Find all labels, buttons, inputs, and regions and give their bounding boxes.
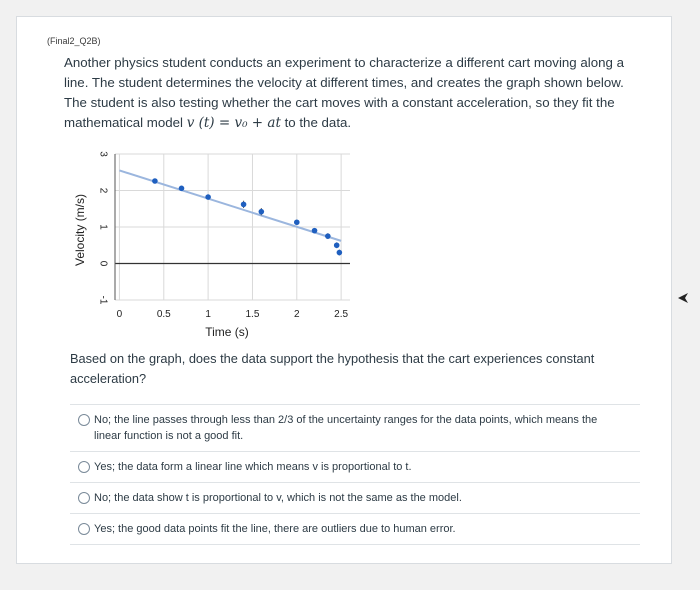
data-point [179,186,185,192]
answer-label: No; the data show t is proportional to v, which is not the same as the model. [94,492,462,504]
y-tick-label: 1 [97,224,109,230]
x-tick-label: 0 [116,309,123,320]
x-tick-label: 1 [205,309,211,320]
answer-label: Yes; the good data points fit the line, there are outliers due to human error. [94,523,456,535]
stem-text: Another physics student conducts an experiment to characterize a different cart moving along a line. The student determines the velocity at different times, and creates the graph shown below. The student is also testing whether the cart moves with a constant acceleration, so they fit the mathematical model [64,55,625,130]
radio-button[interactable] [78,414,90,426]
y-tick-label: 2 [97,187,109,194]
velocity-time-chart [60,140,360,350]
data-point [325,233,331,239]
y-axis-label: Velocity (m/s) [73,193,87,267]
answer-label: Yes; the data form a linear line which means v is proportional to t. [94,461,412,473]
x-tick-label: 0.5 [156,309,171,320]
answer-option-3[interactable] [70,482,640,513]
mouse-cursor-icon [677,292,689,304]
x-axis-label: Time (s) [205,325,249,339]
answer-label: No; the line passes through less than 2/3 of the uncertainty ranges for the data points, which means the linear function is not a good fit. [94,414,598,442]
data-point [205,194,211,200]
x-tick-label: 2 [294,309,300,320]
chart-svg [60,140,360,345]
x-tick-label: 1.5 [245,309,260,320]
y-tick-label: 3 [97,151,109,157]
data-point [312,228,318,234]
stem-text-end: to the data. [280,115,352,130]
model-equation: v (t) = v₀ + at [186,115,281,131]
data-point [294,219,300,225]
data-point [334,242,340,248]
y-tick-label: -1 [97,295,109,305]
answer-option-1[interactable] [70,404,640,451]
x-tick-label: 2.5 [334,309,349,320]
data-point [337,250,343,256]
radio-button[interactable] [78,461,90,473]
question-stem [64,53,639,133]
data-point [259,209,265,215]
answer-option-2[interactable] [70,451,640,482]
question-id: (Final2_Q2B) [47,36,101,46]
question-prompt: Based on the graph, does the data support the hypothesis that the cart experiences constant acceleration? [70,351,595,386]
data-point [241,202,247,208]
data-point [152,178,158,184]
radio-button[interactable] [78,523,90,535]
answer-option-4[interactable] [70,513,640,545]
y-tick-label: 0 [97,260,109,267]
radio-button[interactable] [78,492,90,504]
answer-list [70,404,640,545]
